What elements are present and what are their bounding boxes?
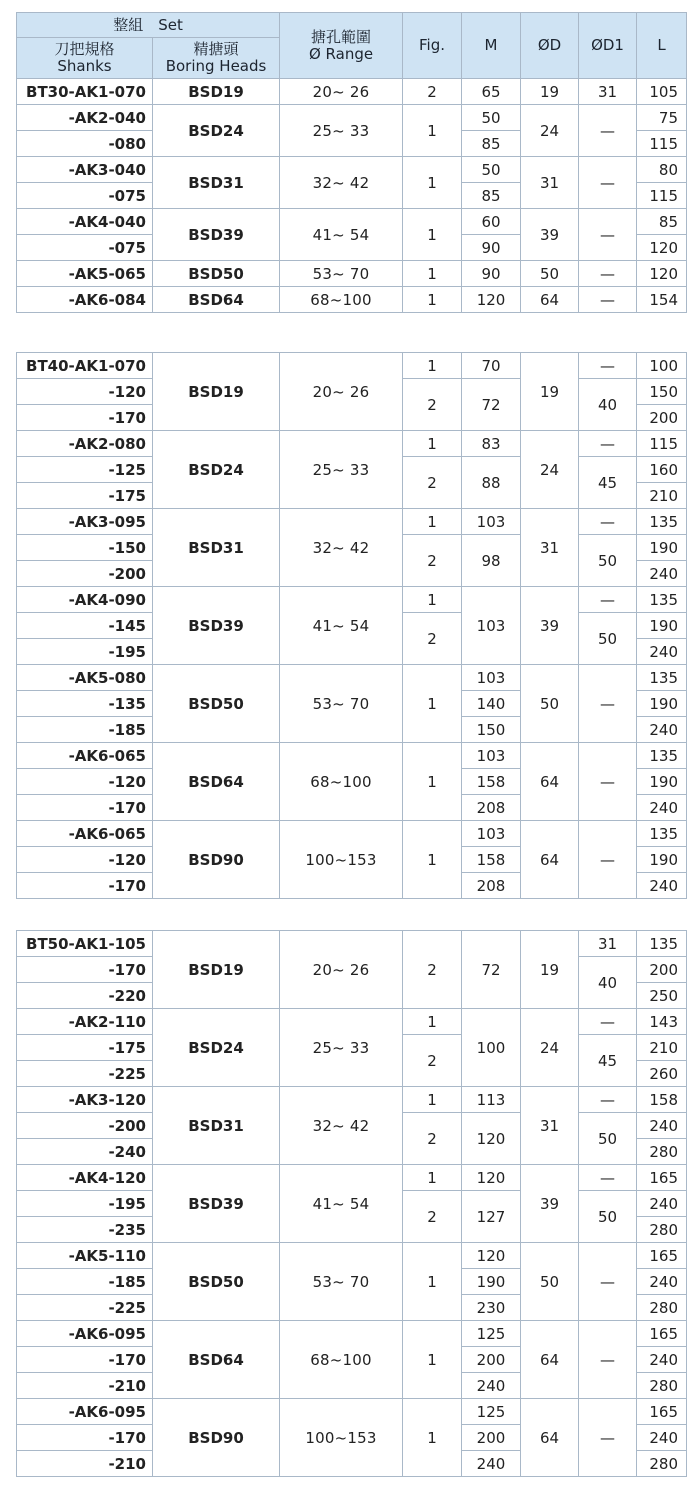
l-cell: 280 [637,1139,687,1165]
m-cell: 208 [462,873,521,899]
boring-head-cell: BSD39 [153,587,280,665]
shank-cell: -170 [17,957,153,983]
range-cell: 53~ 70 [280,665,403,743]
shank-cell: -175 [17,483,153,509]
d1-cell: 50 [579,613,637,665]
m-cell: 125 [462,1399,521,1425]
l-cell: 190 [637,769,687,795]
d-cell: 24 [521,105,579,157]
range-cell: 20~ 26 [280,931,403,1009]
l-cell: 158 [637,1087,687,1113]
l-cell: 135 [637,743,687,769]
m-cell: 200 [462,1347,521,1373]
m-cell: 90 [462,235,521,261]
shank-cell: -120 [17,769,153,795]
l-cell: 210 [637,483,687,509]
fig-cell: 1 [403,587,462,613]
shanks-header-cn: 刀把規格 [54,40,115,58]
l-cell: 100 [637,353,687,379]
m-cell: 120 [462,1165,521,1191]
l-cell: 280 [637,1451,687,1477]
m-cell: 158 [462,847,521,873]
l-cell: 143 [637,1009,687,1035]
d-cell: 64 [521,821,579,899]
table-row [17,587,687,613]
shank-cell: BT30-AK1-070 [17,79,153,105]
shanks-header-en: Shanks [57,57,112,75]
fig-cell: 2 [403,457,462,509]
l-cell: 135 [637,821,687,847]
boring-head-cell: BSD64 [153,287,280,313]
shank-cell: -AK5-110 [17,1243,153,1269]
fig-cell: 2 [403,1113,462,1165]
table-row [17,353,687,379]
range-cell: 41~ 54 [280,209,403,261]
fig-cell: 2 [403,613,462,665]
table-row [17,821,687,847]
m-cell: 127 [462,1191,521,1243]
l-cell: 135 [637,665,687,691]
m-cell: 190 [462,1269,521,1295]
d-cell: 39 [521,1165,579,1243]
m-cell: 90 [462,261,521,287]
d1-cell: 50 [579,535,637,587]
range-cell: 41~ 54 [280,1165,403,1243]
boring-head-cell: BSD50 [153,1243,280,1321]
d1-cell: — [579,157,637,209]
m-cell: 125 [462,1321,521,1347]
shank-cell: -AK2-110 [17,1009,153,1035]
l-cell: 120 [637,235,687,261]
table-row [17,743,687,769]
fig-cell: 1 [403,1399,462,1477]
shank-cell: -125 [17,457,153,483]
m-header: M [462,13,521,79]
shank-cell: -200 [17,561,153,587]
l-cell: 75 [637,105,687,131]
shank-cell: -195 [17,1191,153,1217]
boring-head-cell: BSD90 [153,1399,280,1477]
shank-cell: -AK3-095 [17,509,153,535]
boring-head-cell: BSD19 [153,353,280,431]
shank-cell: -195 [17,639,153,665]
l-header: L [637,13,687,79]
shank-cell: -AK4-090 [17,587,153,613]
fig-cell: 1 [403,665,462,743]
d1-cell: — [579,821,637,899]
fig-cell: 1 [403,1321,462,1399]
m-cell: 200 [462,1425,521,1451]
shank-cell: -135 [17,691,153,717]
l-cell: 160 [637,457,687,483]
m-cell: 83 [462,431,521,457]
d-cell: 31 [521,1087,579,1165]
shank-cell: BT50-AK1-105 [17,931,153,957]
boring-head-cell: BSD50 [153,665,280,743]
fig-header: Fig. [403,13,462,79]
m-cell: 85 [462,183,521,209]
fig-cell: 1 [403,1087,462,1113]
range-cell: 25~ 33 [280,431,403,509]
l-cell: 240 [637,717,687,743]
d1-cell: — [579,261,637,287]
shanks-header [17,38,153,79]
table-row [17,1399,687,1425]
d-cell: 50 [521,1243,579,1321]
range-cell: 20~ 26 [280,353,403,431]
table-row [17,79,687,105]
shank-cell: -120 [17,379,153,405]
table-row [17,1087,687,1113]
shank-cell: -AK4-120 [17,1165,153,1191]
d-cell: 50 [521,665,579,743]
l-cell: 210 [637,1035,687,1061]
boring-head-cell: BSD90 [153,821,280,899]
m-cell: 60 [462,209,521,235]
m-cell: 240 [462,1451,521,1477]
l-cell: 190 [637,847,687,873]
d1-cell: — [579,1321,637,1399]
shank-cell: BT40-AK1-070 [17,353,153,379]
shank-cell: -240 [17,1139,153,1165]
boring-head-cell: BSD50 [153,261,280,287]
d-header: ØD [521,13,579,79]
table-row [17,931,687,957]
l-cell: 115 [637,431,687,457]
table-row [17,261,687,287]
boring-head-cell: BSD24 [153,431,280,509]
boring-head-cell: BSD19 [153,79,280,105]
spec-table-bt50 [16,930,687,1477]
range-cell: 68~100 [280,1321,403,1399]
d1-cell: 50 [579,1113,637,1165]
l-cell: 240 [637,561,687,587]
m-cell: 85 [462,131,521,157]
shank-cell: -AK2-040 [17,105,153,131]
d1-cell: — [579,665,637,743]
table-row [17,287,687,313]
shank-cell: -170 [17,873,153,899]
m-cell: 103 [462,509,521,535]
range-cell: 32~ 42 [280,1087,403,1165]
m-cell: 50 [462,105,521,131]
d-cell: 19 [521,931,579,1009]
range-header-en: Ø Range [308,44,374,63]
section-bt30 [17,79,687,313]
fig-cell: 2 [403,1191,462,1243]
heads-header [153,38,280,79]
heads-header-cn: 精搪頭 [193,40,239,58]
fig-cell: 1 [403,431,462,457]
l-cell: 115 [637,183,687,209]
fig-cell: 1 [403,1009,462,1035]
d1-cell: — [579,1009,637,1035]
range-cell: 20~ 26 [280,79,403,105]
boring-head-cell: BSD31 [153,1087,280,1165]
d-cell: 64 [521,1399,579,1477]
m-cell: 230 [462,1295,521,1321]
heads-header-en: Boring Heads [165,57,267,75]
shank-cell: -080 [17,131,153,157]
shank-cell: -210 [17,1373,153,1399]
l-cell: 240 [637,1191,687,1217]
table-header [17,13,687,79]
range-cell: 32~ 42 [280,157,403,209]
d1-cell: — [579,353,637,379]
boring-head-cell: BSD39 [153,209,280,261]
m-cell: 70 [462,353,521,379]
d-cell: 31 [521,509,579,587]
fig-cell: 1 [403,353,462,379]
range-header-cn: 搪孔範圍 [311,27,372,46]
d1-cell: — [579,743,637,821]
d1-cell: — [579,209,637,261]
l-cell: 115 [637,131,687,157]
d-cell: 31 [521,157,579,209]
d-cell: 24 [521,431,579,509]
table-row [17,157,687,183]
fig-cell: 2 [403,1035,462,1087]
shank-cell: -150 [17,535,153,561]
m-cell: 72 [462,379,521,431]
shank-cell: -185 [17,717,153,743]
shank-cell: -AK4-040 [17,209,153,235]
shank-cell: -AK6-065 [17,743,153,769]
m-cell: 103 [462,665,521,691]
m-cell: 98 [462,535,521,587]
l-cell: 165 [637,1243,687,1269]
fig-cell: 2 [403,535,462,587]
l-cell: 135 [637,509,687,535]
range-cell: 68~100 [280,287,403,313]
l-cell: 154 [637,287,687,313]
shank-cell: -AK6-084 [17,287,153,313]
l-cell: 190 [637,535,687,561]
boring-head-cell: BSD64 [153,1321,280,1399]
range-cell: 25~ 33 [280,1009,403,1087]
d1-cell: — [579,1165,637,1191]
range-cell: 53~ 70 [280,1243,403,1321]
d-cell: 64 [521,287,579,313]
boring-head-cell: BSD31 [153,157,280,209]
boring-head-cell: BSD39 [153,1165,280,1243]
range-header [280,13,403,79]
shank-cell: -220 [17,983,153,1009]
shank-cell: -AK5-065 [17,261,153,287]
m-cell: 88 [462,457,521,509]
l-cell: 165 [637,1321,687,1347]
m-cell: 120 [462,1113,521,1165]
d1-cell: — [579,509,637,535]
d1-cell: 45 [579,1035,637,1087]
table-row [17,1009,687,1035]
m-cell: 140 [462,691,521,717]
boring-head-cell: BSD64 [153,743,280,821]
l-cell: 165 [637,1165,687,1191]
shank-cell: -120 [17,847,153,873]
d1-cell: — [579,431,637,457]
shank-cell: -145 [17,613,153,639]
d-cell: 19 [521,79,579,105]
range-cell: 25~ 33 [280,105,403,157]
d1-cell: 40 [579,957,637,1009]
fig-cell: 1 [403,261,462,287]
table-row [17,509,687,535]
spec-table-bt40 [16,352,687,899]
d1-cell: — [579,105,637,157]
l-cell: 240 [637,1347,687,1373]
m-cell: 208 [462,795,521,821]
shank-cell: -185 [17,1269,153,1295]
m-cell: 240 [462,1373,521,1399]
m-cell: 103 [462,821,521,847]
d-cell: 39 [521,209,579,261]
shank-cell: -AK2-080 [17,431,153,457]
l-cell: 240 [637,639,687,665]
table-row [17,665,687,691]
table-row [17,1321,687,1347]
shank-cell: -170 [17,795,153,821]
section-bt40 [17,353,687,899]
fig-cell: 1 [403,509,462,535]
m-cell: 150 [462,717,521,743]
fig-cell: 1 [403,821,462,899]
l-cell: 120 [637,261,687,287]
d1-header: ØD1 [579,13,637,79]
shank-cell: -AK5-080 [17,665,153,691]
d1-cell: 50 [579,1191,637,1243]
table-row [17,431,687,457]
boring-head-cell: BSD24 [153,105,280,157]
m-cell: 113 [462,1087,521,1113]
shank-cell: -210 [17,1451,153,1477]
section-bt50 [17,931,687,1477]
l-cell: 240 [637,1113,687,1139]
boring-head-cell: BSD24 [153,1009,280,1087]
d1-cell: 45 [579,457,637,509]
fig-cell: 1 [403,105,462,157]
d-cell: 64 [521,743,579,821]
fig-cell: 2 [403,79,462,105]
shank-cell: -170 [17,1347,153,1373]
l-cell: 200 [637,405,687,431]
m-cell: 103 [462,743,521,769]
m-cell: 50 [462,157,521,183]
spec-table [16,12,687,313]
fig-cell: 1 [403,1165,462,1191]
l-cell: 280 [637,1373,687,1399]
shank-cell: -AK6-095 [17,1321,153,1347]
range-cell: 53~ 70 [280,261,403,287]
shank-cell: -075 [17,183,153,209]
shank-cell: -225 [17,1061,153,1087]
l-cell: 165 [637,1399,687,1425]
d1-cell: 40 [579,379,637,431]
d1-cell: — [579,587,637,613]
l-cell: 190 [637,691,687,717]
l-cell: 105 [637,79,687,105]
l-cell: 135 [637,587,687,613]
l-cell: 150 [637,379,687,405]
l-cell: 135 [637,931,687,957]
table-row [17,1165,687,1191]
set-header: 整組 Set [17,13,280,38]
fig-cell: 2 [403,931,462,1009]
shank-cell: -AK6-065 [17,821,153,847]
shank-cell: -175 [17,1035,153,1061]
shank-cell: -AK3-040 [17,157,153,183]
l-cell: 240 [637,873,687,899]
m-cell: 72 [462,931,521,1009]
d-cell: 64 [521,1321,579,1399]
range-cell: 68~100 [280,743,403,821]
d-cell: 39 [521,587,579,665]
l-cell: 240 [637,1269,687,1295]
d1-cell: 31 [579,931,637,957]
m-cell: 120 [462,1243,521,1269]
shank-cell: -225 [17,1295,153,1321]
shank-cell: -AK3-120 [17,1087,153,1113]
l-cell: 250 [637,983,687,1009]
range-cell: 100~153 [280,821,403,899]
d1-cell: — [579,287,637,313]
l-cell: 260 [637,1061,687,1087]
shank-cell: -200 [17,1113,153,1139]
m-cell: 100 [462,1009,521,1087]
d1-cell: — [579,1087,637,1113]
d1-cell: 31 [579,79,637,105]
l-cell: 280 [637,1295,687,1321]
range-cell: 41~ 54 [280,587,403,665]
fig-cell: 1 [403,1243,462,1321]
d1-cell: — [579,1399,637,1477]
fig-cell: 1 [403,287,462,313]
d-cell: 50 [521,261,579,287]
l-cell: 200 [637,957,687,983]
l-cell: 240 [637,795,687,821]
d1-cell: — [579,1243,637,1321]
boring-head-cell: BSD31 [153,509,280,587]
fig-cell: 1 [403,157,462,209]
shank-cell: -235 [17,1217,153,1243]
shank-cell: -170 [17,405,153,431]
boring-head-cell: BSD19 [153,931,280,1009]
fig-cell: 1 [403,743,462,821]
l-cell: 80 [637,157,687,183]
m-cell: 65 [462,79,521,105]
l-cell: 85 [637,209,687,235]
shank-cell: -170 [17,1425,153,1451]
range-cell: 32~ 42 [280,509,403,587]
fig-cell: 2 [403,379,462,431]
l-cell: 240 [637,1425,687,1451]
range-cell: 100~153 [280,1399,403,1477]
table-row [17,105,687,131]
fig-cell: 1 [403,209,462,261]
m-cell: 158 [462,769,521,795]
shank-cell: -075 [17,235,153,261]
d-cell: 19 [521,353,579,431]
shank-cell: -AK6-095 [17,1399,153,1425]
l-cell: 280 [637,1217,687,1243]
table-row [17,1243,687,1269]
d-cell: 24 [521,1009,579,1087]
l-cell: 190 [637,613,687,639]
m-cell: 103 [462,587,521,665]
m-cell: 120 [462,287,521,313]
table-row [17,209,687,235]
